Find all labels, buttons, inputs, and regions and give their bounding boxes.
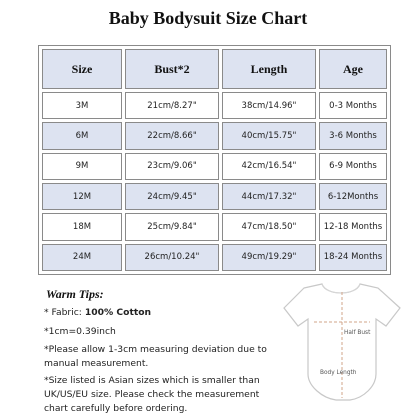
table-row: [42, 153, 387, 180]
tip-deviation: *Please allow 1-3cm measuring deviation due to manual measurement.: [44, 344, 267, 369]
cell-length: 38cm/14.96": [222, 92, 316, 119]
cell-size: 6M: [42, 122, 122, 149]
header-length: Length: [222, 49, 316, 89]
body-length-label: Body Length: [320, 370, 357, 376]
cell-age: 0-3 Months: [319, 92, 387, 119]
cell-bust: 24cm/9.45": [125, 183, 219, 210]
warm-tips-heading: Warm Tips:: [46, 287, 104, 301]
cell-age: 18-24 Months: [319, 244, 387, 271]
cell-length: 47cm/18.50": [222, 213, 316, 240]
tip-asian-sizes: *Size listed is Asian sizes which is smaller than UK/US/EU size. Please check the measurement chart carefully before ordering.: [44, 375, 260, 414]
bodysuit-figure: [278, 282, 406, 408]
cell-size: 12M: [42, 183, 122, 210]
table-row: [42, 213, 387, 240]
cell-age: 3-6 Months: [319, 122, 387, 149]
cell-age: 6-12Months: [319, 183, 387, 210]
cell-length: 49cm/19.29": [222, 244, 316, 271]
chart-title: Baby Bodysuit Size Chart: [108, 8, 308, 28]
cell-bust: 25cm/9.84": [125, 213, 219, 240]
tip-fabric: [44, 306, 282, 320]
cell-age: 12-18 Months: [319, 213, 387, 240]
header-bust: Bust*2: [125, 49, 219, 89]
table-row: [42, 92, 387, 119]
cell-size: 3M: [42, 92, 122, 119]
cell-age: 6-9 Months: [319, 153, 387, 180]
cell-bust: 26cm/10.24": [125, 244, 219, 271]
header-size: Size: [42, 49, 122, 89]
table-header-row: [42, 49, 387, 89]
cell-bust: 21cm/8.27": [125, 92, 219, 119]
cell-length: 44cm/17.32": [222, 183, 316, 210]
table-row: [42, 244, 387, 271]
cell-length: 40cm/15.75": [222, 122, 316, 149]
header-age: Age: [319, 49, 387, 89]
table-row: [42, 122, 387, 149]
half-bust-label: Half Bust: [344, 330, 371, 336]
tip-fabric-label: * Fabric:: [44, 307, 85, 318]
cell-size: 24M: [42, 244, 122, 271]
cell-bust: 22cm/8.66": [125, 122, 219, 149]
tip-conversion: *1cm=0.39inch: [44, 326, 116, 337]
cell-size: 18M: [42, 213, 122, 240]
tip-fabric-value: 100% Cotton: [84, 307, 152, 318]
size-table: [38, 45, 391, 275]
cell-length: 42cm/16.54": [222, 153, 316, 180]
table-row: [42, 183, 387, 210]
cell-bust: 23cm/9.06": [125, 153, 219, 180]
bodysuit-illustration: [278, 282, 406, 408]
cell-size: 9M: [42, 153, 122, 180]
